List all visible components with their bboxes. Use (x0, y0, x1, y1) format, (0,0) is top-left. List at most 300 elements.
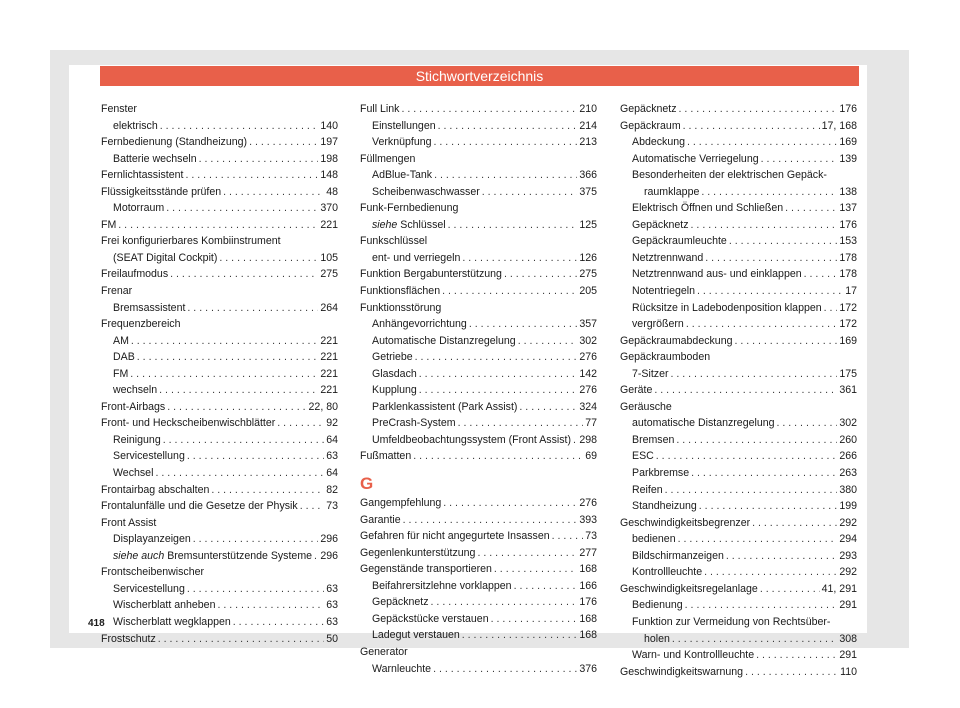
entry-term: Frontscheibenwischer (101, 566, 205, 579)
entry-page-ref: 175 (839, 367, 857, 380)
dot-leader (433, 661, 577, 678)
entry-term: Bremsassistent (113, 301, 186, 314)
index-subentry (360, 432, 597, 449)
entry-term: Frontalunfälle und die Gesetze der Physik (101, 500, 298, 513)
index-subentry (101, 250, 338, 267)
entry-term: (SEAT Digital Cockpit) (113, 251, 218, 264)
entry-page-ref: 92 (326, 417, 338, 430)
index-subentry (101, 531, 338, 548)
entry-term: Reifen (632, 483, 663, 496)
index-subentry (620, 548, 857, 565)
entry-page-ref: 17 (845, 285, 857, 298)
dot-leader (419, 382, 578, 399)
index-subentry (101, 465, 338, 482)
dot-leader (691, 217, 838, 234)
dot-leader (163, 432, 324, 449)
index-entry (101, 515, 338, 532)
dot-leader (443, 495, 577, 512)
dot-leader (403, 512, 578, 529)
entry-page-ref: 73 (585, 530, 597, 543)
index-subentry (101, 382, 338, 399)
dot-leader (187, 300, 318, 317)
entry-page-ref: 221 (320, 367, 338, 380)
entry-page-ref: 221 (320, 351, 338, 364)
dot-leader (314, 548, 318, 565)
entry-page-ref: 298 (579, 433, 597, 446)
entry-page-ref: 176 (839, 103, 857, 115)
dot-leader (167, 399, 306, 416)
index-subentry (620, 366, 857, 383)
index-subentry (620, 167, 857, 184)
entry-page-ref: 63 (326, 450, 338, 463)
entry-term: Gepäcknetz (620, 103, 677, 115)
entry-page-ref: 361 (839, 384, 857, 397)
entry-term: Gepäckraumabdeckung (620, 334, 733, 347)
dot-leader (656, 448, 838, 465)
index-subentry (360, 167, 597, 184)
index-subentry (620, 134, 857, 151)
entry-page-ref: 168 (579, 629, 597, 642)
entry-term: raumklappe (644, 185, 700, 198)
entry-page-ref: 292 (839, 566, 857, 579)
entry-term: Füllmengen (360, 152, 416, 165)
index-entry (620, 118, 857, 135)
entry-page-ref: 125 (579, 218, 597, 231)
entry-term: Generator (360, 645, 408, 658)
entry-page-ref: 376 (579, 662, 597, 675)
entry-term: Bedienung (632, 599, 683, 612)
dot-leader (504, 266, 577, 283)
entry-term: bedienen (632, 533, 676, 546)
index-subentry (101, 118, 338, 135)
entry-page-ref: 77 (585, 417, 597, 430)
index-subentry (101, 349, 338, 366)
entry-page-ref: 176 (579, 596, 597, 609)
index-subentry (360, 333, 597, 350)
entry-term: Gegenlenkunterstützung (360, 546, 476, 559)
entry-page-ref: 292 (839, 516, 857, 529)
dot-leader (401, 101, 577, 118)
entry-term: Ladegut verstauen (372, 629, 460, 642)
entry-page-ref: 275 (579, 268, 597, 281)
index-subentry (360, 316, 597, 333)
index-entry (360, 545, 597, 562)
entry-page-ref: 176 (839, 218, 857, 231)
entry-term: Warnleuchte (372, 662, 432, 675)
entry-term: Gepäckraumboden (620, 351, 711, 364)
dot-leader (691, 465, 837, 482)
index-subentry (101, 448, 338, 465)
entry-page-ref: 213 (579, 136, 597, 149)
entry-page-ref: 126 (579, 251, 597, 264)
dot-leader (431, 594, 578, 611)
index-column-3 (620, 101, 857, 680)
entry-term: Wischerblatt wegklappen (113, 615, 231, 628)
entry-page-ref: 380 (839, 483, 857, 496)
entry-term: Geschwindigkeitsbegrenzer (620, 516, 751, 529)
entry-term: Servicestellung (113, 450, 185, 463)
entry-term: Gangempfehlung (360, 497, 442, 510)
dot-leader (199, 151, 319, 168)
dot-leader (277, 415, 324, 432)
page-number: 418 (88, 618, 105, 629)
entry-term: Frei konfigurierbares Kombiinstrument (101, 235, 281, 248)
dot-leader (697, 283, 843, 300)
dot-leader (518, 333, 578, 350)
index-subentry (360, 349, 597, 366)
dot-leader (824, 300, 838, 317)
entry-page-ref: 63 (326, 599, 338, 612)
dot-leader (434, 167, 577, 184)
dot-leader (726, 548, 837, 565)
dot-leader (804, 266, 838, 283)
index-entry (101, 283, 338, 300)
entry-term: Einstellungen (372, 119, 436, 132)
entry-page-ref: 139 (839, 152, 857, 165)
entry-page-ref: 138 (839, 185, 857, 198)
entry-term: ent- und verriegeln (372, 251, 461, 264)
entry-term: Fernbedienung (Standheizung) (101, 136, 248, 149)
dot-leader (678, 531, 838, 548)
dot-leader (491, 611, 578, 628)
entry-page-ref: 63 (326, 582, 338, 595)
entry-term: siehe Schlüssel (372, 218, 446, 231)
entry-page-ref: 73 (326, 500, 338, 513)
entry-page-ref: 198 (320, 152, 338, 165)
entry-page-ref: 375 (579, 185, 597, 198)
dot-leader (166, 200, 318, 217)
dot-leader (193, 531, 319, 548)
entry-term: Geräusche (620, 400, 672, 413)
dot-leader (699, 498, 838, 515)
index-subentry (360, 611, 597, 628)
dot-leader (756, 647, 837, 664)
entry-page-ref: 210 (579, 103, 597, 115)
dot-leader (442, 283, 577, 300)
entry-page-ref: 263 (839, 467, 857, 480)
index-subentry (620, 631, 857, 648)
index-subentry (101, 151, 338, 168)
dot-leader (187, 581, 324, 598)
entry-term: Freilaufmodus (101, 268, 169, 281)
entry-term: AM (113, 334, 129, 347)
index-subentry (620, 415, 857, 432)
entry-page-ref: 291 (839, 649, 857, 662)
index-entry (360, 300, 597, 317)
index-subentry (360, 661, 597, 678)
index-entry (360, 528, 597, 545)
index-subentry (360, 415, 597, 432)
entry-term: Garantie (360, 513, 401, 526)
entry-page-ref: 276 (579, 497, 597, 510)
entry-term: Kontrollleuchte (632, 566, 703, 579)
entry-term: Batterie wechseln (113, 152, 197, 165)
index-entry (360, 561, 597, 578)
entry-term: siehe auch Bremsunterstützende Systeme (113, 549, 313, 562)
entry-page-ref: 302 (839, 417, 857, 430)
dot-leader (752, 515, 837, 532)
dot-leader (679, 101, 838, 118)
index-entry (101, 134, 338, 151)
entry-page-ref: 110 (840, 665, 857, 678)
entry-term: Fernlichtassistent (101, 169, 184, 182)
index-column-2 (360, 101, 597, 677)
dot-leader (300, 498, 325, 515)
index-column-1 (101, 101, 338, 647)
dot-leader (761, 151, 838, 168)
index-subentry (360, 578, 597, 595)
index-entry (620, 515, 857, 532)
index-subentry (620, 614, 857, 631)
index-entry (360, 151, 597, 168)
entry-term: Flüssigkeitsstände prüfen (101, 185, 222, 198)
dot-leader (552, 528, 584, 545)
dot-leader (701, 184, 837, 201)
index-subentry (101, 300, 338, 317)
entry-term: Front-Airbags (101, 400, 166, 413)
index-entry (620, 399, 857, 416)
page-title: Stichwortverzeichnis (100, 66, 859, 86)
entry-term: Front Assist (101, 516, 157, 529)
index-subentry (360, 134, 597, 151)
dot-leader (413, 448, 583, 465)
entry-term: Standheizung (632, 500, 697, 513)
index-subentry (620, 448, 857, 465)
index-subentry (101, 614, 338, 631)
index-subentry (101, 597, 338, 614)
dot-leader (462, 627, 578, 644)
entry-page-ref: 366 (579, 169, 597, 182)
index-subentry (620, 482, 857, 499)
dot-leader (130, 366, 318, 383)
entry-term: FM (113, 367, 129, 380)
index-subentry (360, 118, 597, 135)
index-subentry (620, 283, 857, 300)
entry-page-ref: 169 (839, 334, 857, 347)
index-subentry (620, 564, 857, 581)
dot-leader (705, 250, 837, 267)
entry-term: Frenar (101, 285, 133, 298)
entry-page-ref: 294 (839, 533, 857, 546)
index-subentry (620, 151, 857, 168)
entry-term: Frequenzbereich (101, 318, 181, 331)
dot-leader (494, 561, 577, 578)
entry-page-ref: 221 (320, 218, 338, 231)
dot-leader (777, 415, 838, 432)
entry-term: Gepäckstücke verstauen (372, 612, 489, 625)
index-entry (360, 644, 597, 661)
entry-page-ref: 357 (579, 318, 597, 331)
index-entry (101, 316, 338, 333)
index-letter-heading: G (360, 474, 374, 494)
index-subentry (360, 250, 597, 267)
entry-term: Gegenstände transportieren (360, 563, 492, 576)
dot-leader (745, 664, 838, 681)
index-entry (101, 399, 338, 416)
entry-page-ref: 275 (320, 268, 338, 281)
entry-term: Gepäckraum (620, 119, 681, 132)
index-entry (620, 581, 857, 598)
entry-term: Notentriegeln (632, 285, 696, 298)
index-subentry (101, 366, 338, 383)
index-entry (360, 233, 597, 250)
entry-term: Funktionsstörung (360, 301, 442, 314)
dot-leader (131, 333, 318, 350)
entry-term: Netztrennwand aus- und einklappen (632, 268, 802, 281)
dot-leader (519, 399, 577, 416)
entry-term: Umfeldbeobachtungssystem (Front Assist) (372, 433, 572, 446)
entry-page-ref: 137 (839, 202, 857, 215)
entry-term: PreCrash-System (372, 417, 456, 430)
index-entry (101, 266, 338, 283)
dot-leader (573, 432, 577, 449)
index-subentry (620, 432, 857, 449)
entry-term: Besonderheiten der elektrischen Gepäck- (632, 169, 827, 182)
entry-page-ref: 64 (326, 433, 338, 446)
entry-term: holen (644, 632, 670, 645)
dot-leader (704, 564, 837, 581)
index-subentry (360, 594, 597, 611)
dot-leader (785, 200, 837, 217)
dot-leader (434, 134, 578, 151)
index-entry (101, 498, 338, 515)
entry-term: Gepäcknetz (372, 596, 429, 609)
entry-term: Servicestellung (113, 582, 185, 595)
entry-term: Bildschirmanzeigen (632, 549, 724, 562)
dot-leader (458, 415, 584, 432)
dot-leader (249, 134, 318, 151)
entry-term: Abdeckung (632, 136, 686, 149)
dot-leader (419, 366, 578, 383)
entry-page-ref: 393 (579, 513, 597, 526)
index-subentry (101, 581, 338, 598)
dot-leader (676, 432, 837, 449)
entry-term: Kupplung (372, 384, 417, 397)
entry-term: Netztrennwand (632, 251, 704, 264)
index-subentry (620, 184, 857, 201)
index-entry (360, 283, 597, 300)
index-entry (360, 200, 597, 217)
dot-leader (654, 382, 837, 399)
entry-page-ref: 169 (839, 136, 857, 149)
dot-leader (665, 482, 838, 499)
entry-term: Gepäcknetz (632, 218, 689, 231)
index-subentry (101, 548, 338, 565)
dot-leader (187, 448, 324, 465)
entry-page-ref: 277 (579, 546, 597, 559)
entry-page-ref: 69 (585, 450, 597, 463)
index-entry (101, 101, 338, 118)
entry-term: Geschwindigkeitswarnung (620, 665, 744, 678)
index-entry (620, 664, 857, 681)
entry-page-ref: 82 (326, 483, 338, 496)
entry-page-ref: 168 (579, 612, 597, 625)
entry-page-ref: 172 (839, 318, 857, 331)
index-subentry (101, 200, 338, 217)
entry-page-ref: 266 (839, 450, 857, 463)
entry-page-ref: 214 (579, 119, 597, 132)
index-entry (360, 495, 597, 512)
dot-leader (233, 614, 324, 631)
entry-page-ref: 41, 291 (821, 582, 857, 595)
entry-page-ref: 63 (326, 615, 338, 628)
entry-term: ESC (632, 450, 654, 463)
index-entry (620, 101, 857, 118)
dot-leader (686, 316, 838, 333)
index-subentry (620, 647, 857, 664)
index-entry (101, 564, 338, 581)
dot-leader (462, 250, 577, 267)
entry-term: Reinigung (113, 433, 161, 446)
index-entry (360, 512, 597, 529)
index-subentry (360, 627, 597, 644)
index-entry (101, 631, 338, 648)
index-subentry (101, 432, 338, 449)
entry-page-ref: 17, 168 (821, 119, 857, 132)
entry-page-ref: 276 (579, 384, 597, 397)
entry-term: Wechsel (113, 467, 154, 480)
index-entry (101, 233, 338, 250)
entry-term: Elektrisch Öffnen und Schließen (632, 202, 784, 215)
index-entry (101, 167, 338, 184)
entry-page-ref: 293 (839, 549, 857, 562)
dot-leader (477, 545, 577, 562)
see-also-prefix: siehe (372, 218, 401, 231)
dot-leader (734, 333, 837, 350)
entry-page-ref: 276 (579, 351, 597, 364)
entry-term: Anhängevorrichtung (372, 318, 467, 331)
entry-term: Fußmatten (360, 450, 412, 463)
entry-term: Gepäckraumleuchte (632, 235, 727, 248)
dot-leader (211, 482, 324, 499)
entry-term: Automatische Verriegelung (632, 152, 759, 165)
dot-leader (415, 349, 578, 366)
entry-page-ref: 308 (839, 632, 857, 645)
entry-page-ref: 291 (839, 599, 857, 612)
entry-page-ref: 50 (326, 632, 338, 645)
dot-leader (514, 578, 578, 595)
see-also-prefix: siehe auch (113, 549, 168, 562)
index-subentry (620, 217, 857, 234)
index-entry (101, 482, 338, 499)
entry-term: Wischerblatt anheben (113, 599, 216, 612)
entry-page-ref: 148 (320, 169, 338, 182)
dot-leader (685, 597, 838, 614)
dot-leader (219, 250, 318, 267)
index-subentry (620, 316, 857, 333)
entry-term: Scheibenwaschwasser (372, 185, 480, 198)
entry-page-ref: 168 (579, 563, 597, 576)
index-entry (101, 415, 338, 432)
index-entry (620, 349, 857, 366)
index-subentry (620, 498, 857, 515)
dot-leader (482, 184, 578, 201)
entry-page-ref: 22, 80 (308, 400, 338, 413)
entry-term: Funktionsflächen (360, 285, 441, 298)
index-subentry (101, 333, 338, 350)
entry-page-ref: 140 (320, 119, 338, 132)
index-entry (360, 101, 597, 118)
entry-term: Automatische Distanzregelung (372, 334, 516, 347)
entry-page-ref: 197 (320, 136, 338, 149)
dot-leader (158, 631, 324, 648)
entry-term: Bremsen (632, 433, 675, 446)
entry-term: Full Link (360, 103, 400, 115)
entry-term: 7-Sitzer (632, 367, 669, 380)
entry-term: Glasdach (372, 367, 417, 380)
dot-leader (170, 266, 318, 283)
dot-leader (672, 631, 837, 648)
